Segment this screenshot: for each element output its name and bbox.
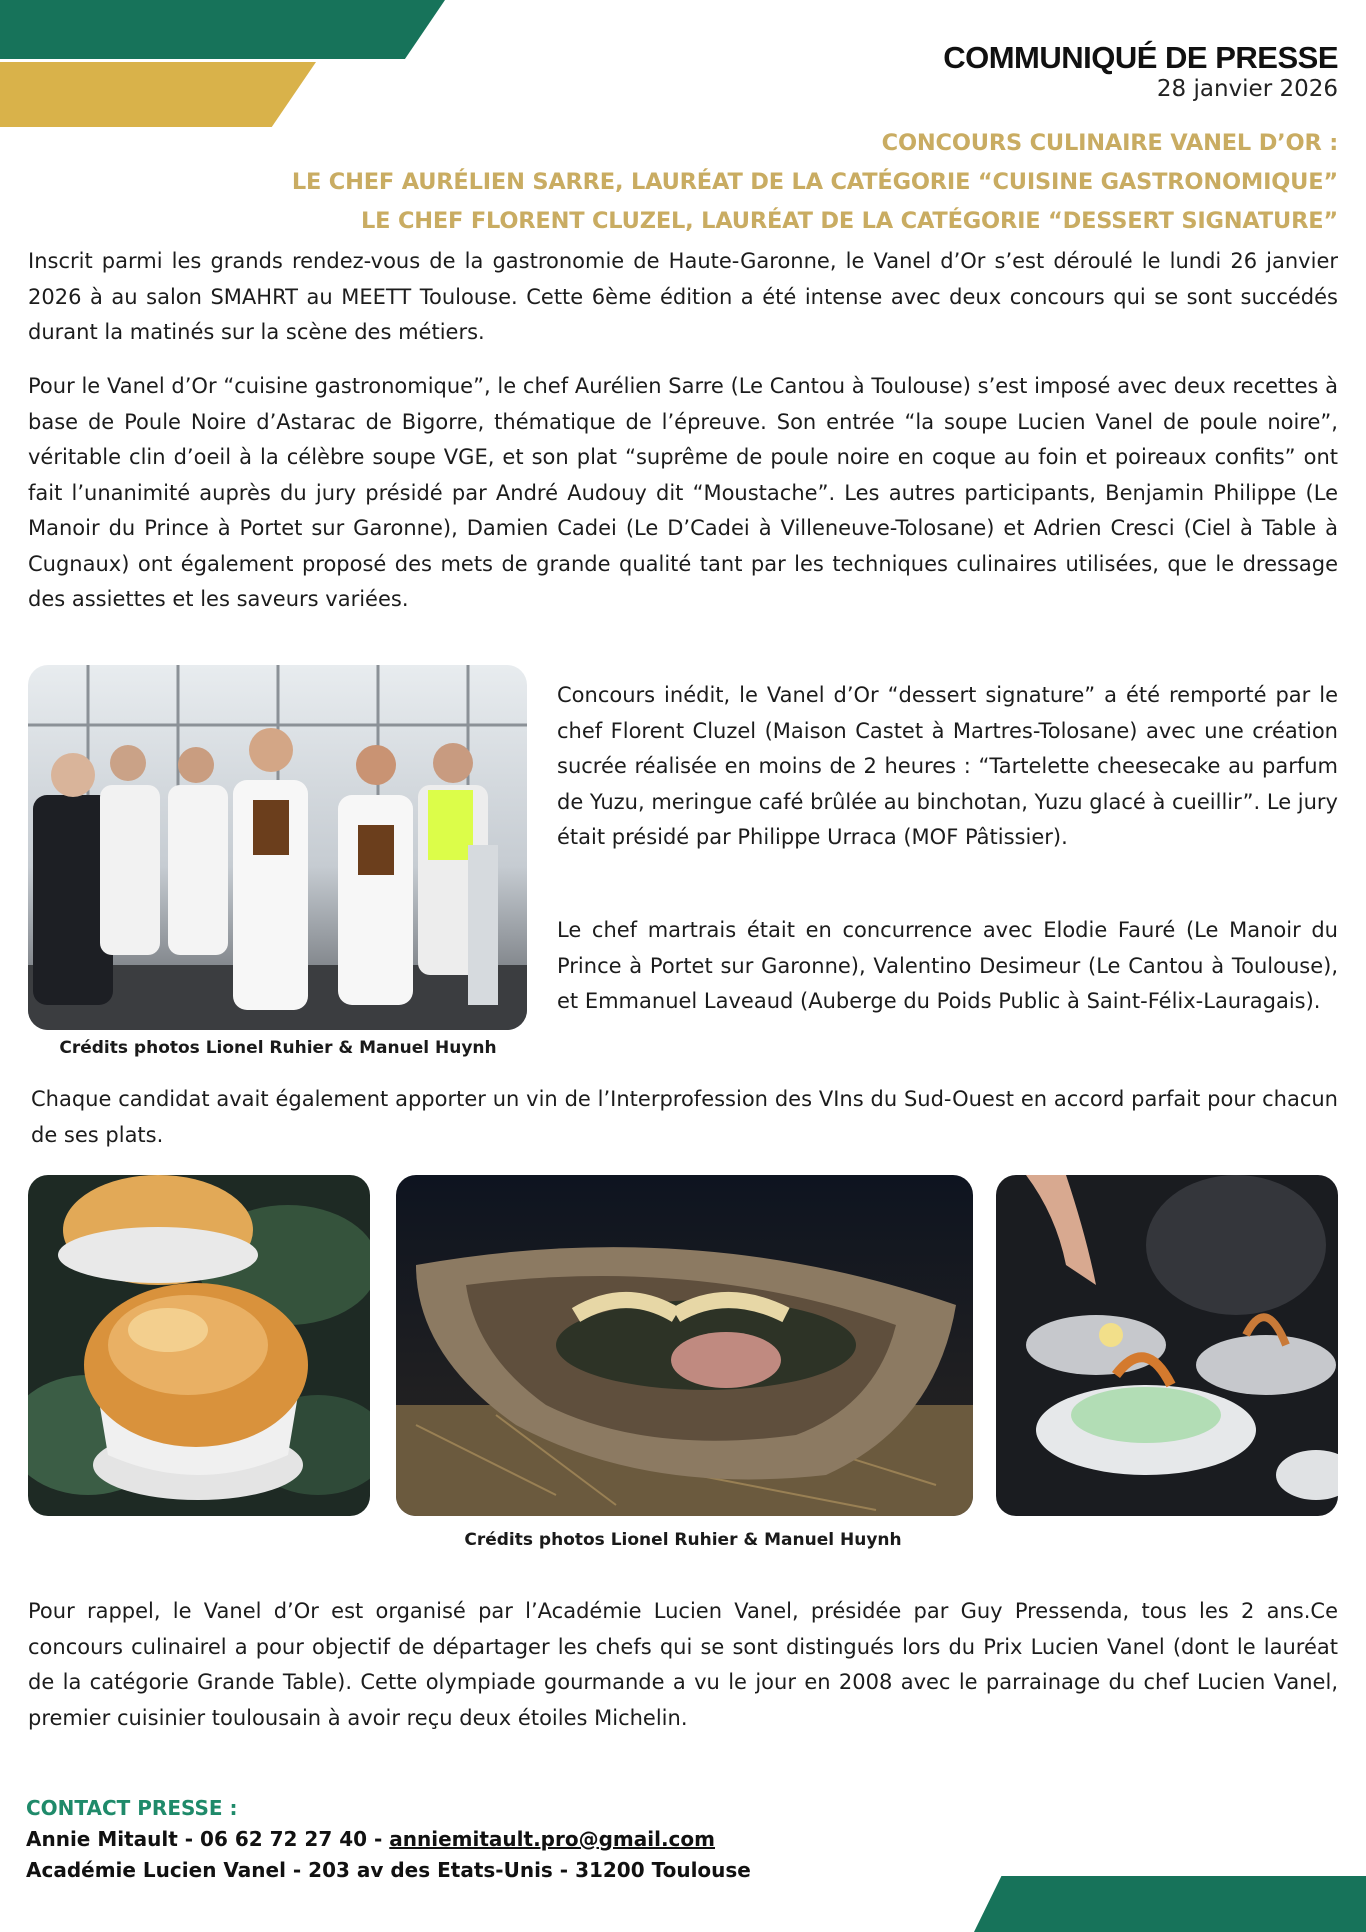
photo-winners-group [28, 665, 527, 1030]
photo-soup-pastry [28, 1175, 370, 1516]
decor-band-green-bottom [974, 1876, 1366, 1932]
paragraph-reminder: Pour rappel, le Vanel d’Or est organisé par l’Académie Lucien Vanel, présidée par Guy Pressenda, tous les 2 ans.Ce concours culinairel a pour objectif de départager les chefs qui se sont distingués lors du Prix Lucien Vanel (dont le lauréat de la catégorie Grande Table). Cette olympiade gourmande a vu le jour en 2008 avec le parrainage du chef Lucien Vanel, premier cuisinier toulousain à avoir reçu deux étoiles Michelin. [28, 1599, 1338, 1730]
headline-contest: CONCOURS CULINAIRE VANEL D’OR : [881, 130, 1338, 156]
contact-email-link[interactable]: anniemitault.pro@gmail.com [389, 1827, 715, 1851]
decor-band-green-top [0, 0, 445, 59]
photo-hay-crust-poultry [396, 1175, 973, 1516]
paragraph-competitors: Le chef martrais était en concurrence avec Elodie Fauré (Le Manoir du Prince à Portet sur Garonne), Valentino Desimeur (Le Cantou à Toulouse), et Emmanuel Laveaud (Auberge du Poids Public à Saint-Félix-Lauragais). [557, 918, 1338, 1013]
decor-band-gold-top [0, 62, 316, 127]
paragraph-gastronomique: Pour le Vanel d’Or “cuisine gastronomique”, le chef Aurélien Sarre (Le Cantou à Toulouse) s’est imposé avec deux recettes à base de Poule Noire d’Astarac de Bigorre, thématique de l’épreuve. Son entrée “la soupe Lucien Vanel de poule noire”, véritable clin d’oeil à la célèbre soupe VGE, et son plat “suprême de poule noire en coque au foin et poireaux confits” ont fait l’unanimité auprès du jury présidé par André Audouy dit “Moustache”. Les autres participants, Benjamin Philippe (Le Manoir du Prince à Portet sur Garonne), Damien Cadei (Le D’Cadei à Villeneuve-Tolosane) et Adrien Cresci (Ciel à Table à Cugnaux) ont également proposé des mets de grande qualité tant par les techniques culinaires utilisées, que le dressage des assiettes et les saveurs variées. [28, 374, 1338, 611]
contact-name-phone-text: Annie Mitault - 06 62 72 27 40 - [26, 1827, 390, 1851]
paragraph-dessert: Concours inédit, le Vanel d’Or “dessert signature” a été remporté par le chef Florent Cluzel (Maison Castet à Martres-Tolosane) avec une création sucrée réalisée en moins de 2 heures : “Tartelette cheesecake au parfum de Yuzu, meringue café brûlée au binchotan, Yuzu glacé à cueillir”. Le jury était présidé par Philippe Urraca (MOF Pâtissier). [557, 683, 1338, 849]
paragraph-intro: Inscrit parmi les grands rendez-vous de la gastronomie de Haute-Garonne, le Vanel d’Or s’est déroulé le lundi 26 janvier 2026 à au salon SMAHRT au MEETT Toulouse. Cette 6ème édition a été intense avec deux concours qui se sont succédés durant la matinés sur la scène des métiers. [28, 249, 1338, 344]
contact-block [26, 1793, 751, 1886]
headline-block [292, 124, 1338, 241]
photo-credit-team: Crédits photos Lionel Ruhier & Manuel Huynh [59, 1038, 497, 1058]
paragraph-wine: Chaque candidat avait également apporter un vin de l’Interprofession des VIns du Sud-Ouest en accord parfait pour chacun de ses plats. [31, 1087, 1338, 1147]
headline-winner-gastronomique: LE CHEF AURÉLIEN SARRE, LAURÉAT DE LA CATÉGORIE “CUISINE GASTRONOMIQUE” [291, 169, 1338, 195]
contact-name-phone [26, 1824, 751, 1855]
contact-address: Académie Lucien Vanel - 203 av des Etats-Unis - 31200 Toulouse [26, 1858, 751, 1882]
photo-credit-dishes: Crédits photos Lionel Ruhier & Manuel Huynh [464, 1530, 902, 1550]
document-type: COMMUNIQUÉ DE PRESSE [943, 40, 1338, 75]
headline-winner-dessert: LE CHEF FLORENT CLUZEL, LAURÉAT DE LA CATÉGORIE “DESSERT SIGNATURE” [361, 208, 1338, 234]
release-date: 28 janvier 2026 [1156, 76, 1338, 102]
photo-dessert-plating [996, 1175, 1338, 1516]
press-header [943, 40, 1338, 102]
contact-title: CONTACT PRESSE : [26, 1796, 238, 1820]
